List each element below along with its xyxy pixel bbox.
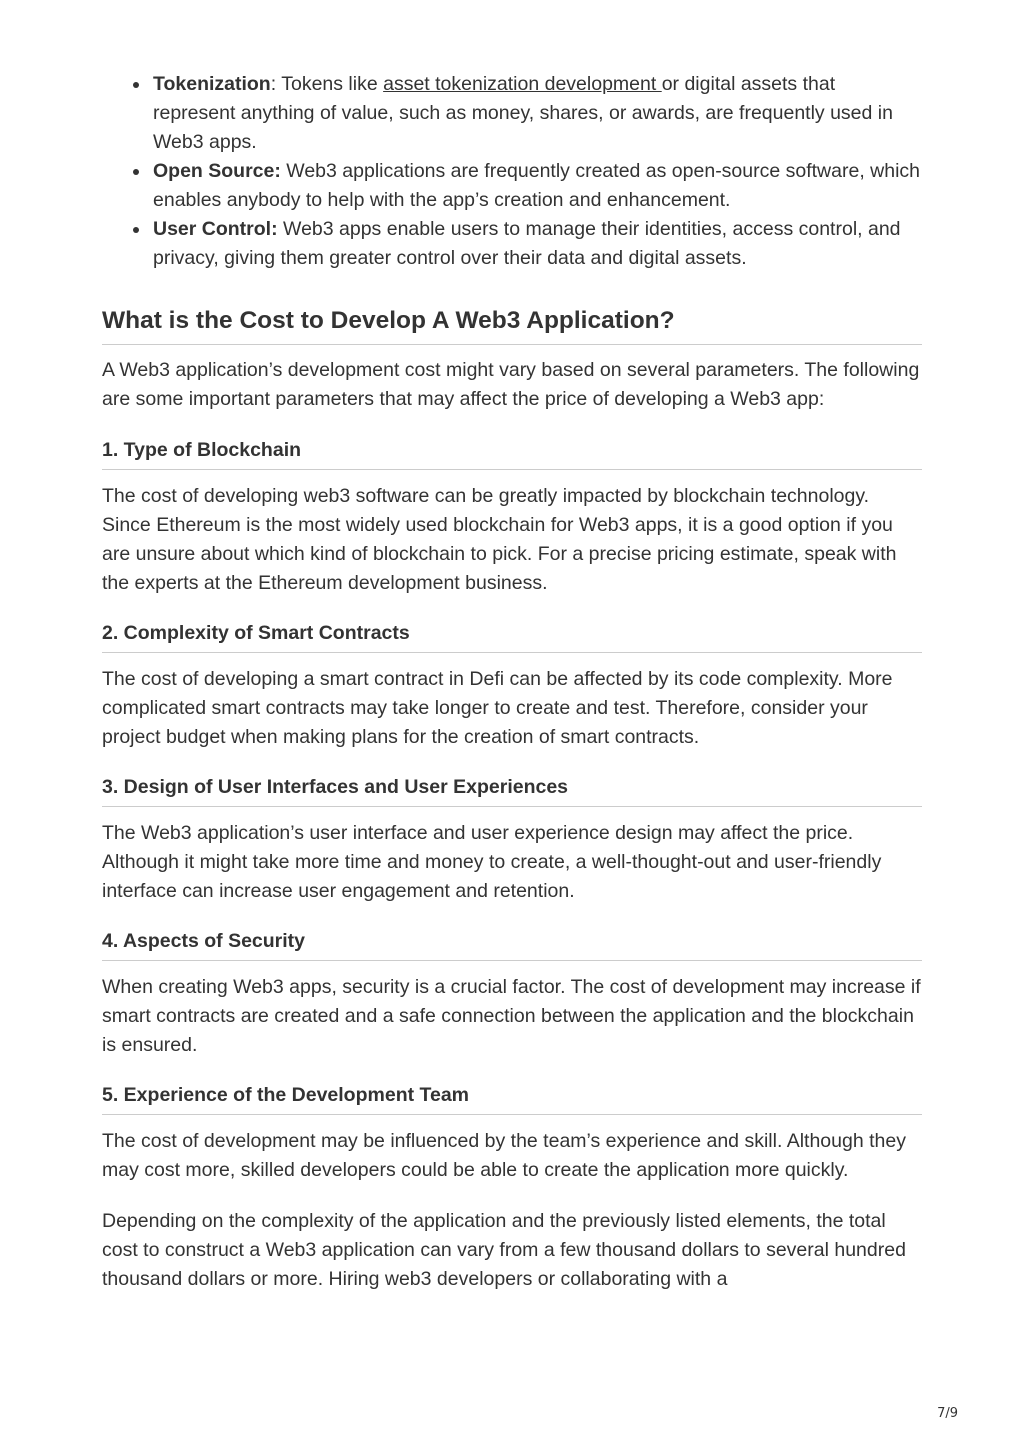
- section-heading: What is the Cost to Develop A Web3 Application?: [102, 306, 922, 345]
- feature-list: [102, 70, 922, 273]
- list-item-tokenization: [153, 70, 922, 157]
- subheading-ui-ux-design: 3. Design of User Interfaces and User Experiences: [102, 774, 922, 807]
- subheading-security: 4. Aspects of Security: [102, 928, 922, 961]
- term-separator: : Tokens like: [270, 73, 384, 95]
- paragraph-smart-contracts: The cost of developing a smart contract in Defi can be affected by its code complexity. More complicated smart contracts may take longer to create and test. Therefore, consider your project budget when making plans for the creation of smart contracts.: [102, 668, 893, 748]
- list-item-user-control: [153, 215, 922, 273]
- term-label: Tokenization: [153, 73, 271, 95]
- list-item-text: Web3 apps enable users to manage their identities, access control, and privacy, giving them greater control over their data and digital assets.: [153, 218, 901, 269]
- paragraph-security: When creating Web3 apps, security is a crucial factor. The cost of development may increase if smart contracts are created and a safe connection between the application and the blockchain is ensured.: [102, 976, 921, 1056]
- list-item-text: Web3 applications are frequently created as open-source software, which enables anybody to help with the app’s creation and enhancement.: [153, 160, 921, 211]
- asset-tokenization-link[interactable]: asset tokenization development: [383, 73, 662, 95]
- subheading-type-of-blockchain: 1. Type of Blockchain: [102, 437, 922, 470]
- term-label: Open Source:: [153, 160, 281, 182]
- paragraph-team-experience: The cost of development may be influenced by the team’s experience and skill. Although they may cost more, skilled developers could be able to create the application more quickly.: [102, 1130, 906, 1181]
- closing-paragraph: Depending on the complexity of the application and the previously listed elements, the total cost to construct a Web3 application can vary from a few thousand dollars to several hundred thousand dollars or more. Hiring web3 developers or collaborating with a: [102, 1210, 906, 1290]
- subheading-team-experience: 5. Experience of the Development Team: [102, 1082, 922, 1115]
- term-label: User Control:: [153, 218, 278, 240]
- subheading-smart-contracts: 2. Complexity of Smart Contracts: [102, 620, 922, 653]
- list-item-text: or digital assets that represent anything of value, such as money, shares, or awards, are frequently used in Web3 apps.: [153, 73, 893, 153]
- paragraph-type-of-blockchain: The cost of developing web3 software can be greatly impacted by blockchain technology. Since Ethereum is the most widely used blockchain for Web3 apps, it is a good option if you are unsure about which kind of blockchain to pick. For a precise pricing estimate, speak with the experts at the Ethereum development business.: [102, 485, 897, 594]
- paragraph-ui-ux-design: The Web3 application’s user interface and user experience design may affect the price. Although it might take more time and money to create, a well-thought-out and user-friendly interface can increase user engagement and retention.: [102, 822, 882, 902]
- article-content: [102, 70, 922, 1294]
- page-number: 7/9: [937, 1406, 958, 1421]
- list-item-open-source: [153, 157, 922, 215]
- intro-paragraph: A Web3 application’s development cost might vary based on several parameters. The following are some important parameters that may affect the price of developing a Web3 app:: [102, 359, 920, 410]
